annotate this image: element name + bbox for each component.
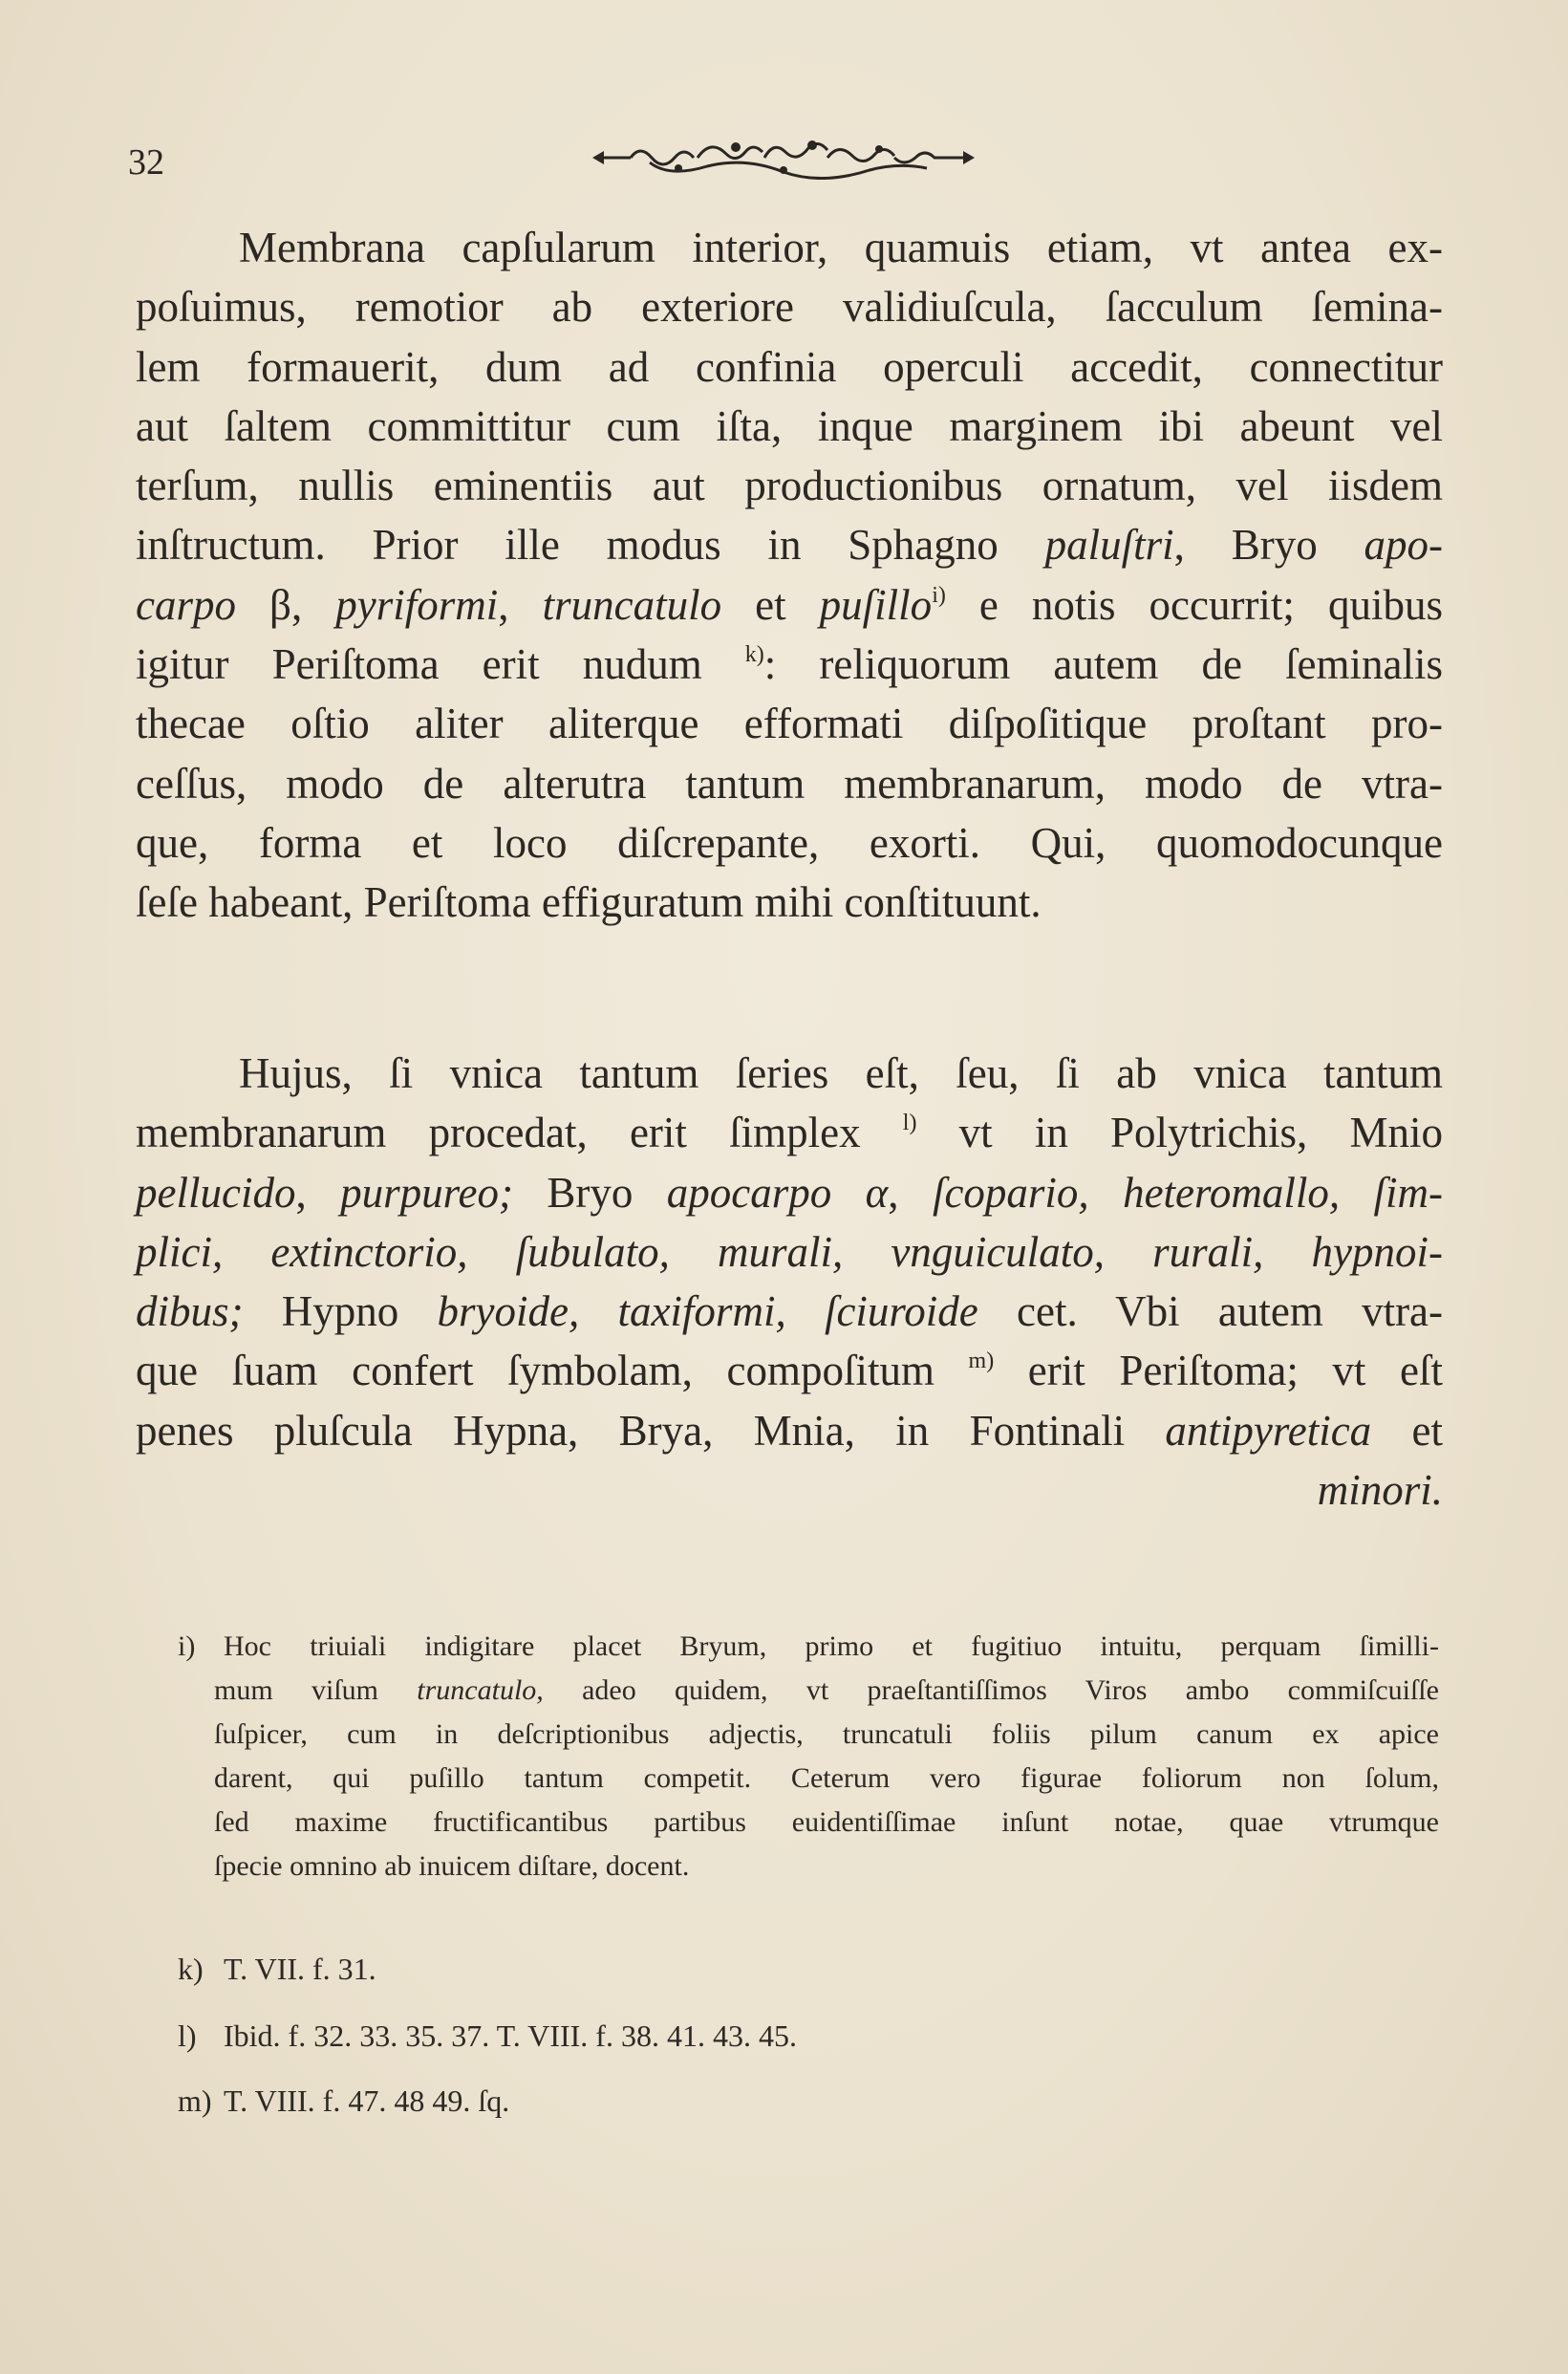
- text-line: Membrana capſularum interior, quamuis etiam, vt antea ex-: [239, 224, 1443, 271]
- footnote-m: m) T. VIII. f. 47. 48 49. ſq.: [178, 2083, 510, 2118]
- text-line: ceſſus, modo de alterutra tantum membranarum, modo de vtra-: [136, 759, 1443, 808]
- footnote-ref-k[interactable]: k): [744, 642, 764, 668]
- footnote-line: i) Hoc triuiali indigitare placet Bryum, primo et fugitiuo intuitu, perquam ſimilli-: [178, 1625, 1439, 1669]
- page-number: 32: [128, 142, 164, 183]
- paragraph-1: [136, 218, 1443, 933]
- text-line: inſtructum. Prior ille modus in Sphagno paluſtri, Bryo apo-: [136, 521, 1443, 570]
- footnote-label: m): [178, 2083, 212, 2118]
- text-line: membranarum procedat, erit ſimplex $^{l)}$ vt in Polytrichis, Mnio: [136, 1109, 1443, 1157]
- text-line: dibus; Hypno bryoide, taxiformi, ſciuroide cet. Vbi autem vtra-: [136, 1287, 1444, 1336]
- text-line: penes pluſcula Hypna, Brya, Mnia, in Fontinali antipyretica et: [136, 1406, 1443, 1455]
- footnote-k: k) T. VII. f. 31.: [178, 1952, 376, 1986]
- text-line: aut ſaltem committitur cum iſta, inque marginem ibi abeunt vel: [136, 401, 1443, 450]
- text-line: carpo β, pyriformi, truncatulo et puſillo$^{i)}$ e notis occurrit; quibus: [136, 580, 1443, 629]
- footnote-line: ſpecie omnino ab inuicem diſtare, docent.: [214, 1850, 690, 1882]
- paragraph-2: [136, 1044, 1443, 1520]
- text-line: Hujus, ſi vnica tantum ſeries eſt, ſeu, ſi ab vnica tantum: [239, 1049, 1443, 1097]
- text-line: lem formauerit, dum ad confinia operculi accedit, connectitur: [136, 342, 1443, 391]
- footnote-line: mum viſum truncatulo, adeo quidem, vt praeſtantiſſimos Viros ambo commiſcuiſſe: [214, 1674, 1439, 1706]
- footnote-l: l) Ibid. f. 32. 33. 35. 37. T. VIII. f. 38. 41. 43. 45.: [178, 2018, 797, 2053]
- footnote-ref-l[interactable]: l): [902, 1111, 917, 1136]
- footnote-i: [178, 1625, 1439, 1888]
- text-line: plici, extinctorio, ſubulato, murali, vnguiculato, rurali, hypnoi-: [136, 1227, 1443, 1276]
- footnote-label: i): [178, 1630, 196, 1662]
- footnote-label: l): [178, 2018, 197, 2053]
- text-line: igitur Periſtoma erit nudum $^{k)}$: reliquorum autem de ſeminalis: [136, 640, 1443, 689]
- footnote-label: k): [178, 1952, 204, 1986]
- text-line: poſuimus, remotior ab exteriore validiuſcula, ſacculum ſemina-: [136, 283, 1443, 332]
- text-line: thecae oſtio aliter aliterque efformati diſpoſitique proſtant pro-: [136, 700, 1443, 748]
- text-line: que ſuam confert ſymbolam, compoſitum $^{m)}$ erit Periſtoma; vt eſt: [136, 1347, 1443, 1395]
- footnote-ref-m[interactable]: m): [968, 1349, 995, 1374]
- footnote-ref-i[interactable]: i): [932, 582, 946, 608]
- footnote-line: ſed maxime fructificantibus partibus euidentiſſimae inſunt notae, quae vtrumque: [214, 1806, 1439, 1838]
- ornamental-headpiece-icon: [592, 136, 975, 180]
- text-line: pellucido, purpureo; Bryo apocarpo α, ſcopario, heteromallo, ſim-: [136, 1168, 1444, 1217]
- text-line: que, forma et loco diſcrepante, exorti. Qui, quomodocunque: [136, 818, 1443, 867]
- text-line: ſeſe habeant, Periſtoma effiguratum mihi conſtituunt.: [136, 878, 1042, 927]
- footnote-line: darent, qui puſillo tantum competit. Ceterum vero figurae foliorum non ſolum,: [214, 1762, 1439, 1794]
- text-line: minori.: [1317, 1466, 1443, 1515]
- text-line: terſum, nullis eminentiis aut productionibus ornatum, vel iisdem: [136, 462, 1443, 510]
- footnote-line: ſuſpicer, cum in deſcriptionibus adjectis, truncatuli foliis pilum canum ex apice: [214, 1718, 1439, 1750]
